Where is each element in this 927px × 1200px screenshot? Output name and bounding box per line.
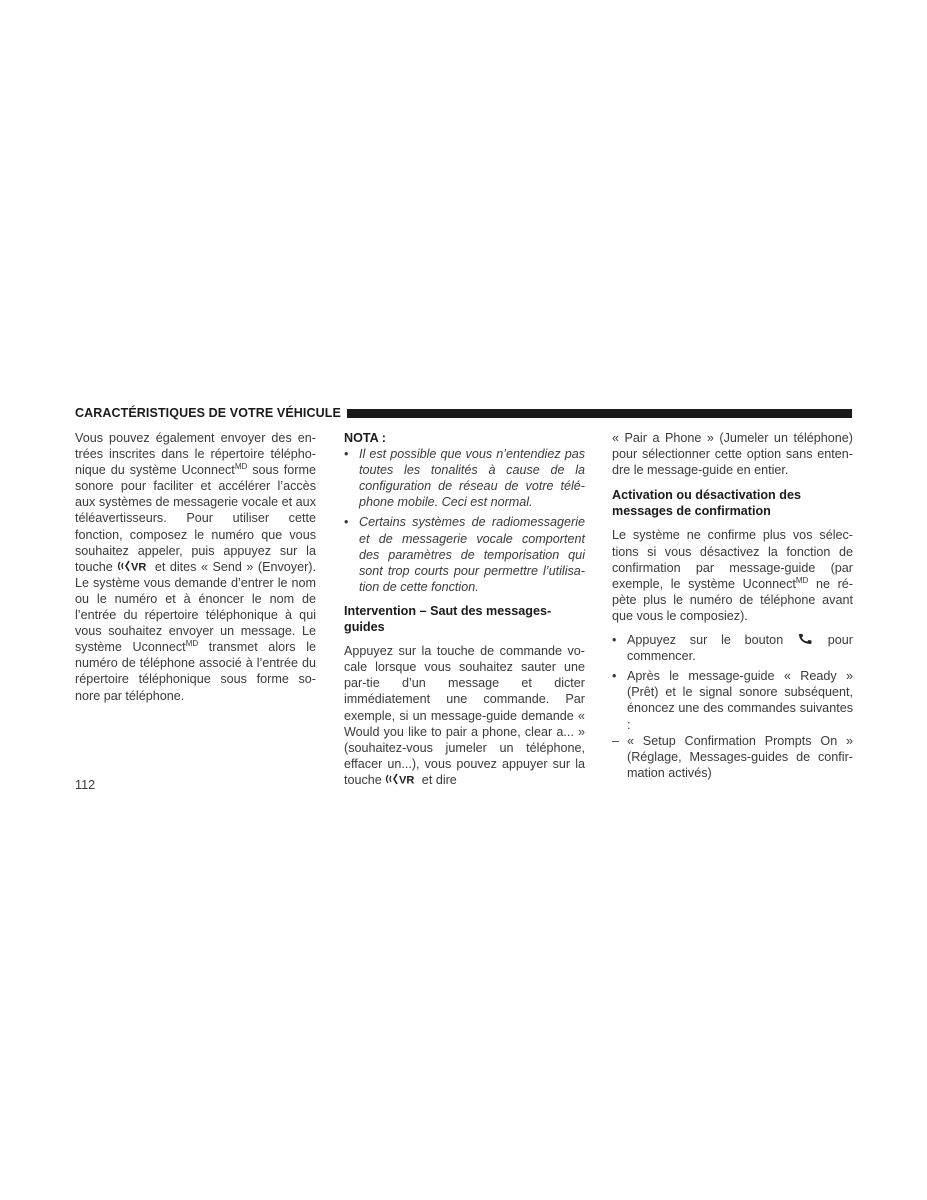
list-item <box>612 632 853 664</box>
note-text: Certains systèmes de radiomessagerie et de messagerie vocale comportent des paramètres de temporisation qui sont trop courts pour permettre l’utilisa-tion de cette fonction. <box>359 515 585 594</box>
text-run: Appuyez sur le bouton <box>627 633 797 648</box>
paragraph-confirmation <box>612 527 853 624</box>
paragraph-skip-prompts <box>344 643 585 788</box>
superscript-md: MD <box>234 462 248 472</box>
text-run: pour commencer. <box>627 633 853 664</box>
section-header <box>75 405 852 421</box>
paragraph-pair-phone: « Pair a Phone » (Jumeler un téléphone) pour sélectionner cette option sans enten-dre le message-guide en entier. <box>612 431 853 478</box>
column-1 <box>75 430 316 704</box>
text-run: et dire <box>418 772 457 787</box>
section-title: CARACTÉRISTIQUES DE VOTRE VÉHICULE <box>75 406 341 420</box>
text-run: Le système ne confirme plus vos sélec-tions si vous désactivez la fonction de confirmation par message-guide (par exemple, le système Uconnect <box>612 528 853 591</box>
bullet-dot: • <box>344 447 349 462</box>
voice-command-vr-icon <box>385 773 418 785</box>
text-run: Appuyez sur la touche de commande vo-cale lorsque vous souhaitez sauter une par-tie d’un message et dicter immédiatement une commande. Par exemple, si un message-guide demande « Would you like to pair a phone, clear a... » (souhaitez-vous jumeler un téléphone, effacer un...), vous pouvez appuyer sur la touche <box>344 644 585 787</box>
text-run: transmet alors le numéro de téléphone associé à l’entrée du répertoire téléphonique sous forme so-nore par téléphone. <box>75 640 316 703</box>
list-text: « Setup Confirmation Prompts On » (Réglage, Messages-guides de confir-mation activés) <box>627 733 853 780</box>
note-text: Il est possible que vous n’entendiez pas toutes les tonalités à cause de la configuration de réseau de votre télé-phone mobile. Ceci est normal. <box>359 447 585 510</box>
svg-text:VR: VR <box>131 561 147 572</box>
bullet-dot: • <box>612 633 617 648</box>
list-text: Après le message-guide « Ready » (Prêt) et le signal sonore subséquent, énoncez une des commandes suivantes : <box>627 669 853 732</box>
text-run: Vous pouvez également envoyer des en-trées inscrites dans le répertoire télépho-nique du système Uconnect <box>75 431 316 478</box>
list-item <box>612 668 853 732</box>
text-run: ne ré-pète plus le numéro de téléphone avant que vous le composiez). <box>612 576 853 623</box>
page-number: 112 <box>75 778 96 792</box>
dash-marker: – <box>612 733 620 748</box>
superscript-md: MD <box>185 639 199 649</box>
dash-list-item <box>612 733 853 781</box>
note-item <box>344 514 585 594</box>
note-title: NOTA : <box>344 431 386 445</box>
column-2 <box>344 430 585 788</box>
phone-handset-icon <box>797 633 814 645</box>
bullet-dot: • <box>612 669 617 684</box>
subheading-confirmation: Activation ou désactivation des messages de confirmation <box>612 488 801 519</box>
list-text <box>627 632 853 664</box>
note-item <box>344 446 585 510</box>
text-run: et dites « Send » (Envoyer). Le système vous demande d’entrer le nom ou le numéro et à énoncer le nom de l’entrée du répertoire téléphonique à qui vous souhaitez envoyer un message. Le système Uconnect <box>75 559 316 655</box>
text-run: sous forme sonore pour faciliter et accélérer l’accès aux systèmes de messagerie vocale et aux téléavertisseurs. Pour utiliser cette fonction, composez le numéro que vous souhaitez appeler, puis appuyez sur la touche <box>75 463 316 574</box>
column-3 <box>612 430 853 781</box>
header-rule <box>347 409 852 418</box>
superscript-md: MD <box>795 575 809 585</box>
paragraph-send-entries <box>75 430 316 704</box>
svg-text:VR: VR <box>399 774 415 785</box>
bullet-dot: • <box>344 515 349 530</box>
subheading-skip-prompts: Intervention – Saut des messages-guides <box>344 603 552 635</box>
voice-command-vr-icon <box>117 560 150 572</box>
